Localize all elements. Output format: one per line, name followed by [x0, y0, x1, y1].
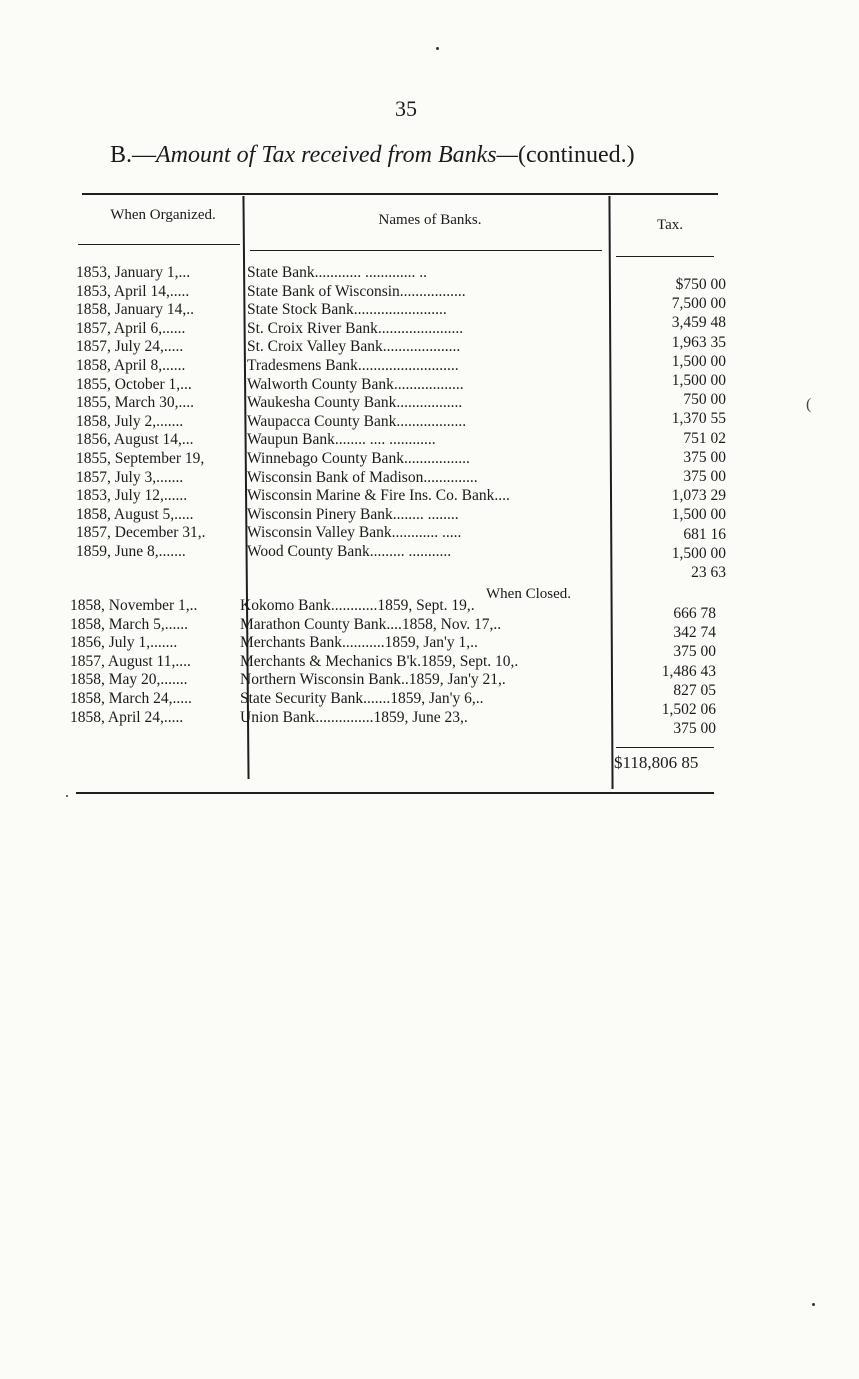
title-tail: (continued.)	[517, 142, 635, 168]
bank-name: Tradesmens Bank..........................	[247, 357, 459, 374]
bank-name: Waukesha County Bank.................	[247, 394, 463, 412]
table-row	[70, 708, 730, 738]
tax-amount: 375 00	[683, 448, 726, 466]
bank-name: Waupun Bank........ .... ............	[247, 431, 436, 449]
organized-date: 1857, December 31,.	[76, 524, 206, 542]
tax-amount: $750 00	[675, 276, 726, 293]
bank-name: Northern Wisconsin Bank..1859, Jan'y 21,.	[240, 671, 506, 689]
paper-speck	[812, 1303, 815, 1306]
organized-date: 1858, July 2,.......	[76, 412, 184, 430]
organized-date: 1857, August 11,....	[70, 652, 191, 670]
table-title	[110, 142, 730, 169]
bank-name: State Bank............ ............. ..	[247, 264, 427, 281]
tax-amount: 1,502 06	[661, 701, 716, 718]
organized-date: 1856, July 1,.......	[70, 634, 178, 652]
table-row	[70, 597, 730, 622]
organized-date: 1857, April 6,......	[76, 319, 186, 337]
organized-date: 1857, July 24,.....	[76, 338, 184, 356]
tax-amount: 1,500 00	[671, 372, 726, 389]
bank-name: Wisconsin Valley Bank............ .....	[247, 524, 462, 542]
table-bottom-rule	[76, 792, 714, 794]
tax-amount: 3,459 48	[671, 314, 726, 332]
tax-amount: 1,500 00	[671, 352, 726, 370]
tax-amount: 342 74	[673, 624, 716, 642]
tax-amount: 1,963 35	[671, 333, 726, 351]
bank-name: Wisconsin Marine & Fire Ins. Co. Bank....	[247, 487, 510, 505]
tax-amount: 681 16	[683, 525, 726, 543]
tax-amount: 375 00	[673, 720, 716, 738]
tax-amount: 7,500 00	[671, 295, 726, 313]
organized-date: 1853, July 12,......	[76, 487, 188, 505]
tax-amount: 666 78	[673, 605, 716, 622]
tax-amount: 1,486 43	[661, 662, 716, 680]
table-row	[70, 543, 730, 581]
title-emphasis: Amount of Tax received from Banks—	[156, 142, 518, 168]
bank-name: Wood County Bank......... ...........	[247, 543, 452, 560]
organized-date: 1859, June 8,.......	[76, 543, 186, 560]
organized-date: 1858, April 8,......	[76, 357, 186, 374]
tax-amount: 1,500 00	[671, 544, 726, 562]
organized-date: 1858, March 5,......	[70, 615, 188, 633]
organized-date: 1858, April 24,.....	[70, 708, 184, 726]
header-rule-tax	[616, 256, 714, 257]
total-amount: $118,806 85	[614, 753, 699, 772]
header-rule-organized	[78, 244, 240, 245]
paper-speck	[66, 795, 68, 797]
organized-date: 1858, March 24,.....	[70, 690, 192, 707]
organized-date: 1855, September 19,	[76, 450, 205, 467]
organized-date: 1858, May 20,.......	[70, 671, 188, 689]
tax-amount: 751 02	[683, 429, 726, 447]
table-row	[70, 615, 730, 642]
page-number: 35	[395, 96, 417, 121]
organized-date: 1855, March 30,....	[76, 394, 194, 412]
tax-amount: 1,370 55	[671, 410, 726, 428]
bank-name: Winnebago County Bank.................	[247, 450, 470, 467]
bank-name: Waupacca County Bank..................	[247, 412, 467, 430]
table-top-rule	[82, 193, 718, 195]
bank-name: Wisconsin Bank of Madison..............	[247, 468, 478, 486]
tax-amount: 375 00	[683, 468, 726, 485]
tax-amount: 750 00	[683, 391, 726, 409]
organized-date: 1853, April 14,.....	[76, 282, 190, 300]
bank-name: Walworth County Bank..................	[247, 375, 464, 393]
bank-name: State Bank of Wisconsin.................	[247, 282, 466, 300]
bank-name: State Security Bank.......1859, Jan'y 6,..	[240, 690, 484, 707]
bank-name: Kokomo Bank............1859, Sept. 19,.	[240, 597, 475, 614]
organized-date: 1853, January 1,...	[76, 264, 191, 281]
tax-amount: 375 00	[673, 643, 716, 661]
organized-date: 1856, August 14,...	[76, 431, 194, 449]
when-closed-label: When Closed.	[486, 586, 571, 602]
title-lead: B.—	[110, 142, 157, 168]
header-names-of-banks: Names of Banks.	[378, 212, 482, 228]
organized-date: 1858, August 5,.....	[76, 505, 194, 523]
bank-name: Marathon County Bank....1858, Nov. 17,..	[240, 615, 502, 633]
tax-amount: 1,500 00	[671, 506, 726, 524]
organized-date: 1858, January 14,..	[76, 301, 194, 319]
bank-name: Merchants Bank...........1859, Jan'y 1,..	[240, 634, 478, 652]
bank-name: St. Croix River Bank......................	[247, 319, 464, 337]
bank-name: St. Croix Valley Bank....................	[247, 338, 461, 356]
paper-speck	[436, 47, 439, 50]
margin-mark: (	[806, 396, 812, 413]
bank-name: Merchants & Mechanics B'k.1859, Sept. 10,.	[240, 652, 519, 670]
organized-date: 1858, November 1,..	[70, 597, 198, 614]
tax-amount: 1,073 29	[671, 487, 726, 505]
tax-amount: 23 63	[691, 564, 726, 581]
header-when-organized: When Organized.	[110, 207, 216, 223]
total-rule	[616, 747, 714, 748]
bank-name: Union Bank...............1859, June 23,.	[240, 708, 468, 726]
organized-date: 1855, October 1,...	[76, 375, 192, 393]
bank-name: Wisconsin Pinery Bank........ ........	[247, 505, 459, 523]
bank-name: State Stock Bank........................	[247, 301, 447, 319]
header-tax: Tax.	[656, 217, 684, 233]
organized-date: 1857, July 3,.......	[76, 468, 184, 486]
tax-amount: 827 05	[673, 681, 716, 699]
header-rule-names	[250, 250, 602, 251]
